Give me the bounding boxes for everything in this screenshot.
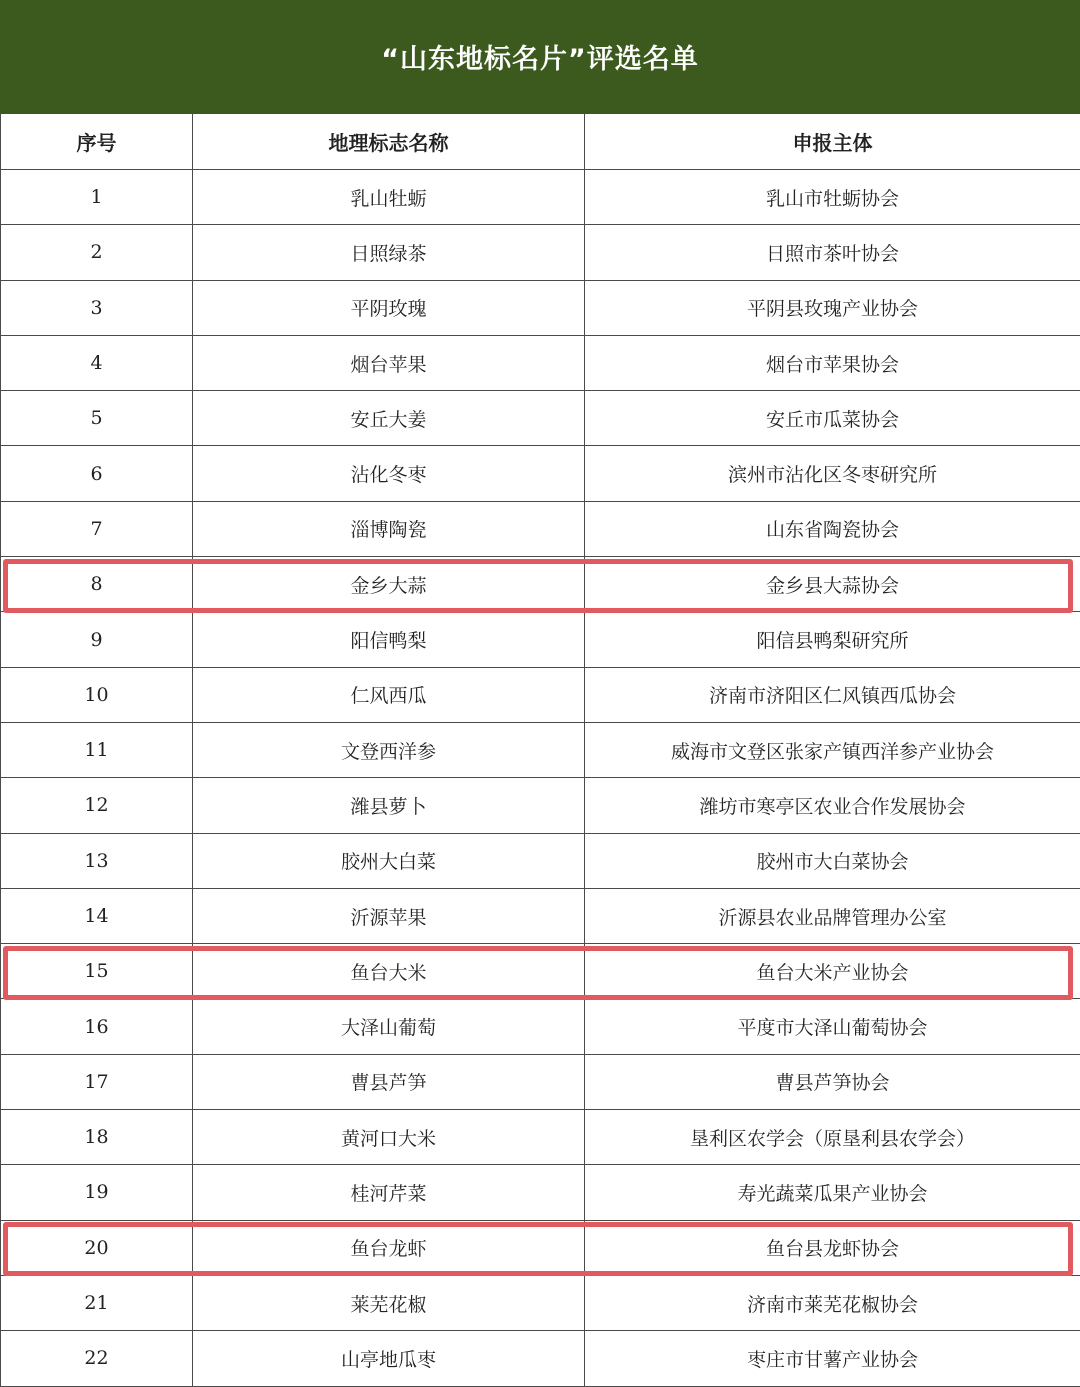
cell-serial-number: 16: [1, 999, 193, 1054]
table-row: [1, 833, 1080, 888]
cell-serial-number: 4: [1, 335, 193, 390]
cell-geo-indication-name: 山亭地瓜枣: [193, 1331, 585, 1386]
cell-geo-indication-name: 文登西洋参: [193, 722, 585, 777]
cell-geo-indication-name: 莱芜花椒: [193, 1275, 585, 1330]
table-row: [1, 944, 1080, 999]
cell-geo-indication-name: 桂河芹菜: [193, 1165, 585, 1220]
cell-geo-indication-name: 曹县芦笋: [193, 1054, 585, 1109]
selection-list-table: [0, 113, 1080, 1387]
cell-geo-indication-name: 乳山牡蛎: [193, 170, 585, 225]
cell-serial-number: 3: [1, 280, 193, 335]
cell-applicant: 枣庄市甘薯产业协会: [585, 1331, 1080, 1386]
cell-geo-indication-name: 平阴玫瑰: [193, 280, 585, 335]
cell-serial-number: 21: [1, 1275, 193, 1330]
cell-serial-number: 10: [1, 667, 193, 722]
cell-serial-number: 2: [1, 225, 193, 280]
cell-geo-indication-name: 沂源苹果: [193, 888, 585, 943]
table-body: [1, 170, 1080, 1387]
cell-applicant: 鱼台大米产业协会: [585, 944, 1080, 999]
cell-applicant: 阳信县鸭梨研究所: [585, 612, 1080, 667]
cell-serial-number: 11: [1, 722, 193, 777]
cell-geo-indication-name: 金乡大蒜: [193, 557, 585, 612]
list-title: “山东地标名片”评选名单: [381, 37, 699, 76]
cell-applicant: 安丘市瓜菜协会: [585, 391, 1080, 446]
header-applicant: 申报主体: [585, 114, 1080, 170]
table-row: [1, 722, 1080, 777]
table-row: [1, 1275, 1080, 1330]
table-row: [1, 1110, 1080, 1165]
cell-serial-number: 9: [1, 612, 193, 667]
cell-serial-number: 13: [1, 833, 193, 888]
table-row: [1, 1331, 1080, 1386]
cell-serial-number: 17: [1, 1054, 193, 1109]
table-row: [1, 999, 1080, 1054]
table-row: [1, 557, 1080, 612]
cell-serial-number: 20: [1, 1220, 193, 1275]
cell-applicant: 威海市文登区张家产镇西洋参产业协会: [585, 722, 1080, 777]
header-serial-number: 序号: [1, 114, 193, 170]
cell-applicant: 垦利区农学会（原垦利县农学会）: [585, 1110, 1080, 1165]
cell-applicant: 寿光蔬菜瓜果产业协会: [585, 1165, 1080, 1220]
cell-applicant: 平度市大泽山葡萄协会: [585, 999, 1080, 1054]
cell-serial-number: 1: [1, 170, 193, 225]
cell-applicant: 济南市济阳区仁风镇西瓜协会: [585, 667, 1080, 722]
cell-geo-indication-name: 黄河口大米: [193, 1110, 585, 1165]
cell-applicant: 山东省陶瓷协会: [585, 501, 1080, 556]
table-row: [1, 888, 1080, 943]
cell-applicant: 鱼台县龙虾协会: [585, 1220, 1080, 1275]
cell-serial-number: 14: [1, 888, 193, 943]
table-row: [1, 1220, 1080, 1275]
cell-serial-number: 6: [1, 446, 193, 501]
cell-serial-number: 12: [1, 778, 193, 833]
cell-geo-indication-name: 沾化冬枣: [193, 446, 585, 501]
cell-geo-indication-name: 胶州大白菜: [193, 833, 585, 888]
table-row: [1, 335, 1080, 390]
cell-geo-indication-name: 阳信鸭梨: [193, 612, 585, 667]
cell-serial-number: 18: [1, 1110, 193, 1165]
cell-applicant: 曹县芦笋协会: [585, 1054, 1080, 1109]
cell-applicant: 潍坊市寒亭区农业合作发展协会: [585, 778, 1080, 833]
table-row: [1, 391, 1080, 446]
cell-serial-number: 22: [1, 1331, 193, 1386]
cell-serial-number: 5: [1, 391, 193, 446]
cell-serial-number: 7: [1, 501, 193, 556]
cell-geo-indication-name: 大泽山葡萄: [193, 999, 585, 1054]
table-row: [1, 1054, 1080, 1109]
table-row: [1, 446, 1080, 501]
cell-applicant: 日照市茶叶协会: [585, 225, 1080, 280]
cell-serial-number: 15: [1, 944, 193, 999]
cell-applicant: 滨州市沾化区冬枣研究所: [585, 446, 1080, 501]
table-header-row: [1, 114, 1080, 170]
cell-geo-indication-name: 仁风西瓜: [193, 667, 585, 722]
list-title-banner: [0, 0, 1080, 113]
cell-geo-indication-name: 淄博陶瓷: [193, 501, 585, 556]
cell-geo-indication-name: 鱼台龙虾: [193, 1220, 585, 1275]
cell-geo-indication-name: 安丘大姜: [193, 391, 585, 446]
table-row: [1, 1165, 1080, 1220]
cell-geo-indication-name: 鱼台大米: [193, 944, 585, 999]
table-row: [1, 280, 1080, 335]
cell-applicant: 金乡县大蒜协会: [585, 557, 1080, 612]
cell-serial-number: 8: [1, 557, 193, 612]
cell-serial-number: 19: [1, 1165, 193, 1220]
cell-applicant: 烟台市苹果协会: [585, 335, 1080, 390]
cell-geo-indication-name: 日照绿茶: [193, 225, 585, 280]
cell-applicant: 胶州市大白菜协会: [585, 833, 1080, 888]
table-row: [1, 612, 1080, 667]
table-row: [1, 667, 1080, 722]
cell-applicant: 济南市莱芜花椒协会: [585, 1275, 1080, 1330]
cell-applicant: 沂源县农业品牌管理办公室: [585, 888, 1080, 943]
table-row: [1, 225, 1080, 280]
cell-geo-indication-name: 烟台苹果: [193, 335, 585, 390]
cell-geo-indication-name: 潍县萝卜: [193, 778, 585, 833]
table-row: [1, 170, 1080, 225]
header-geo-indication-name: 地理标志名称: [193, 114, 585, 170]
table-row: [1, 501, 1080, 556]
cell-applicant: 乳山市牡蛎协会: [585, 170, 1080, 225]
table-row: [1, 778, 1080, 833]
cell-applicant: 平阴县玫瑰产业协会: [585, 280, 1080, 335]
